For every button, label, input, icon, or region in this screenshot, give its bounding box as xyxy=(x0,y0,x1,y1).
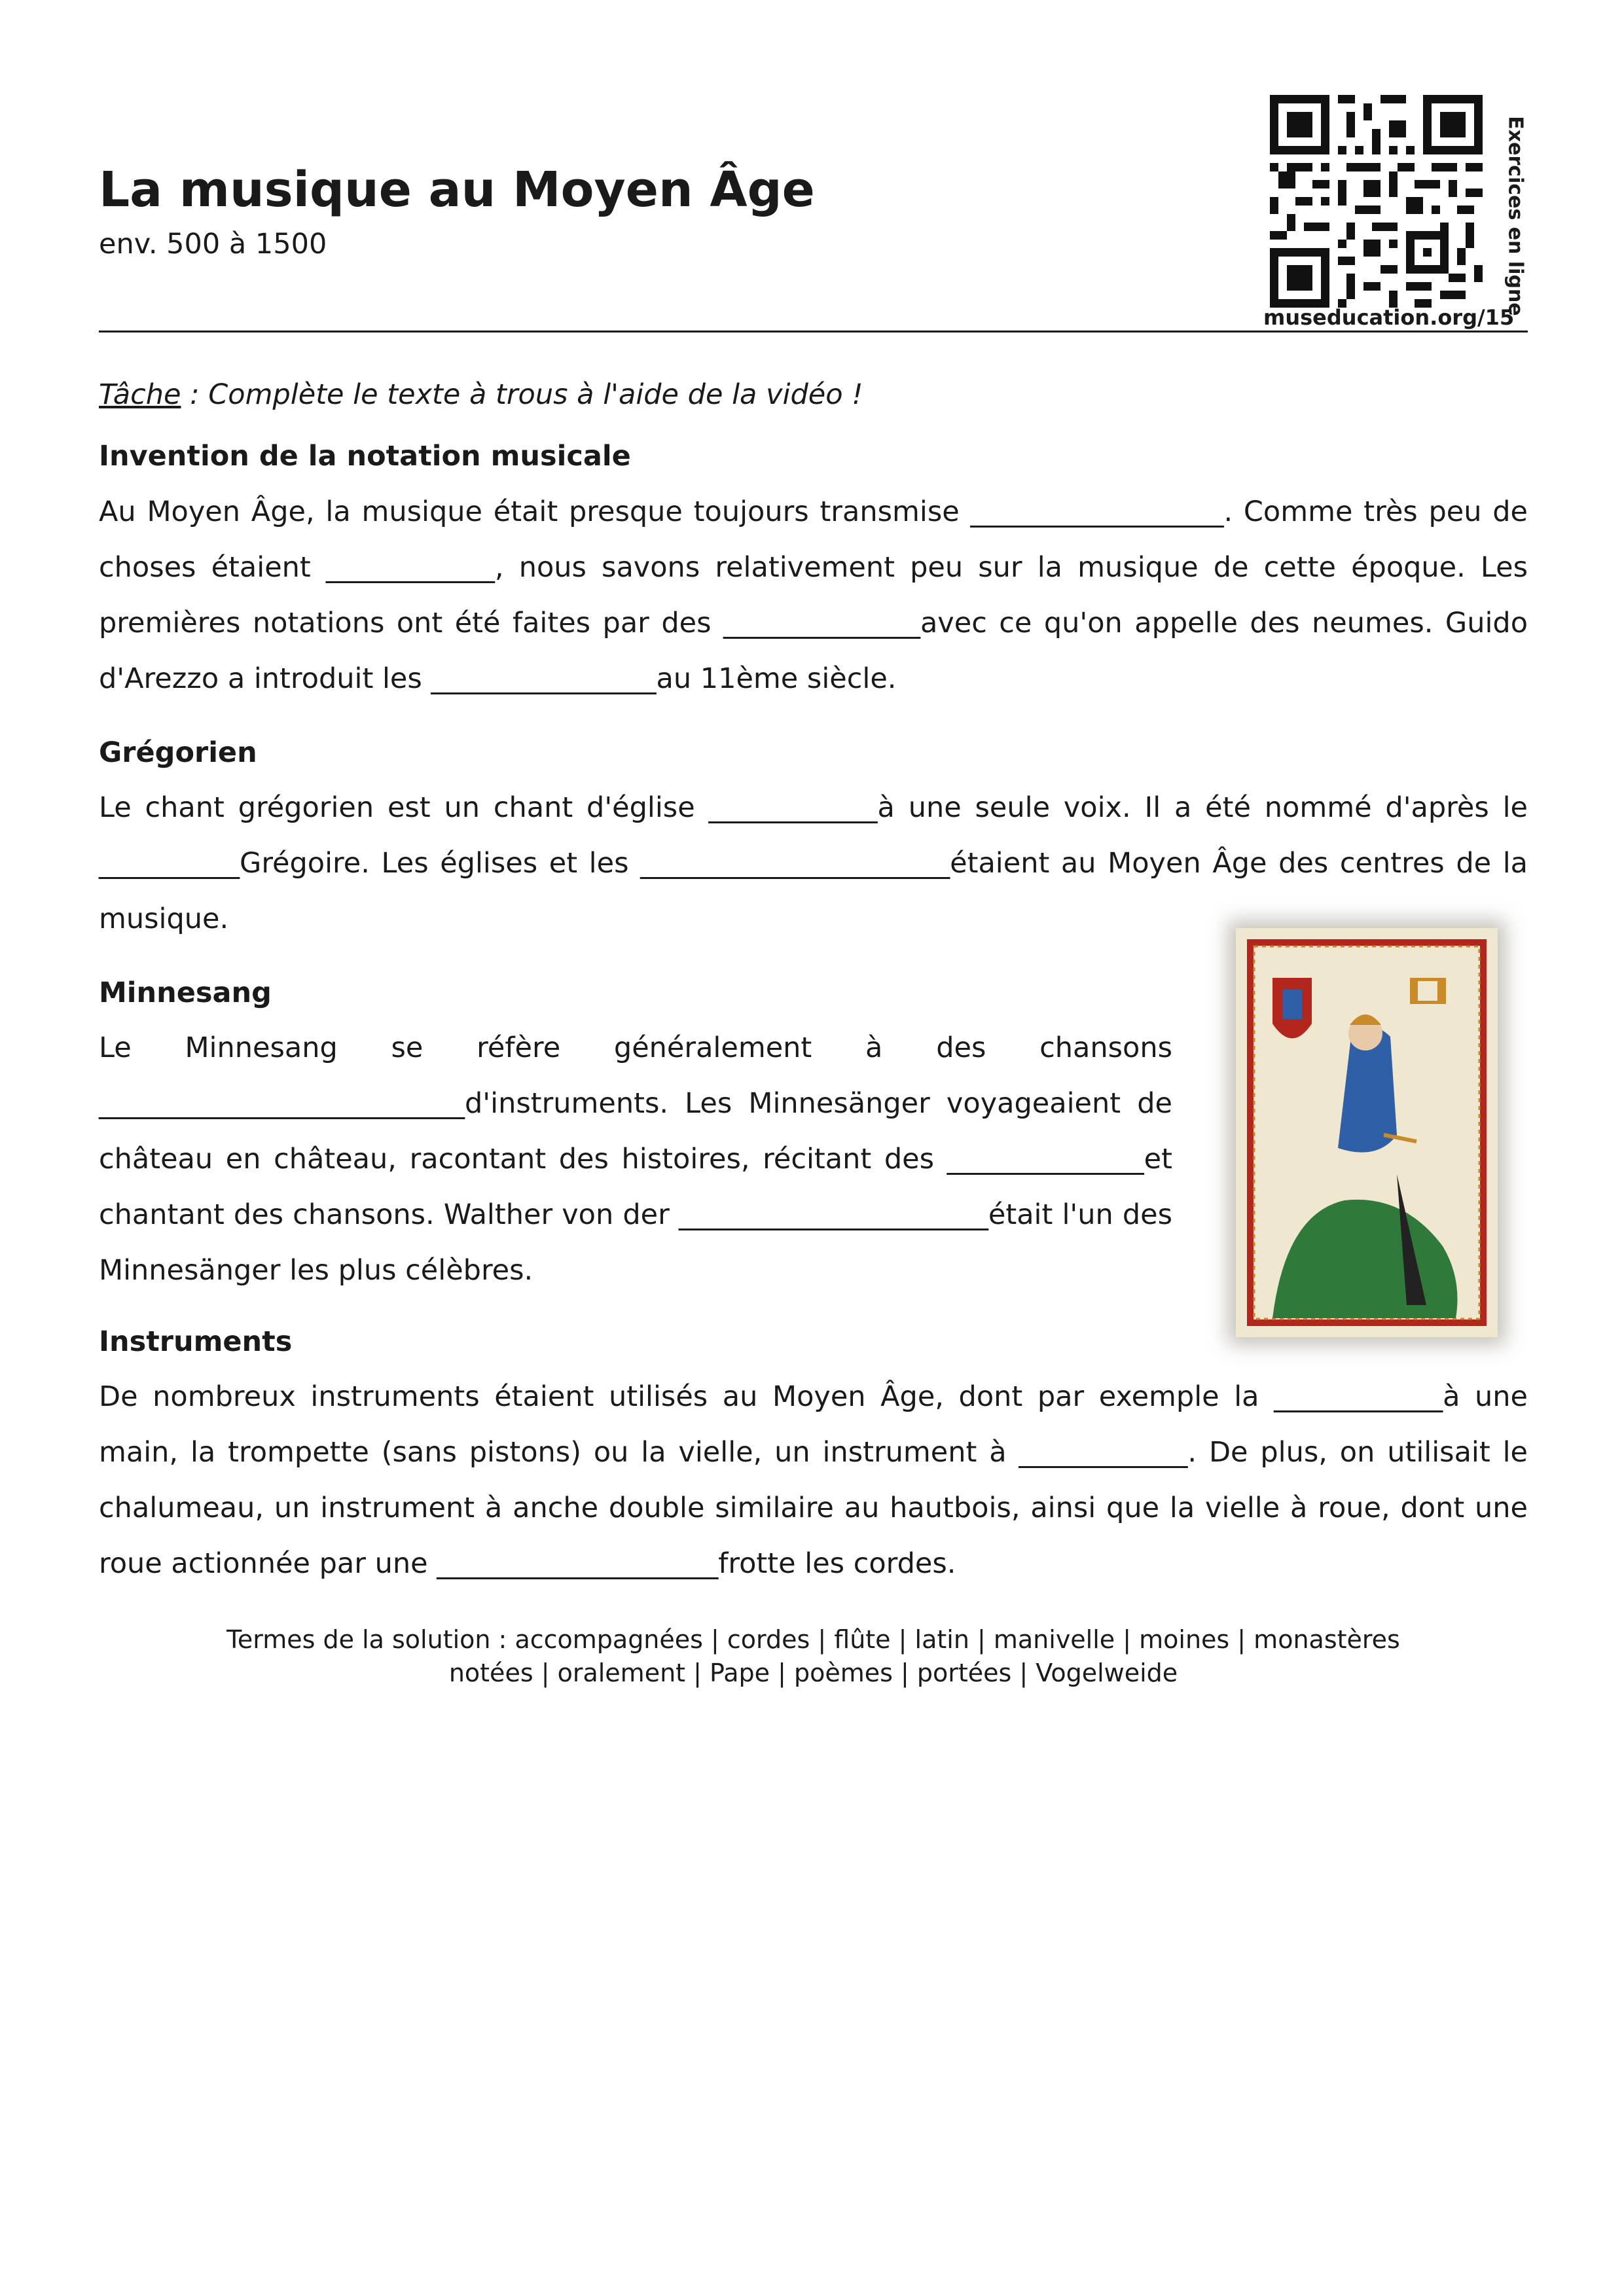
qr-code[interactable] xyxy=(1270,95,1483,308)
gap-blank[interactable]: ______________ xyxy=(947,1143,1144,1175)
task-instruction xyxy=(99,378,863,411)
gap-blank[interactable]: ______________ xyxy=(723,607,920,639)
section-heading: Grégorien xyxy=(99,736,257,769)
header-divider xyxy=(99,331,1528,332)
gap-blank[interactable]: __________________________ xyxy=(99,1087,465,1120)
gap-blank[interactable]: ____________ xyxy=(325,551,495,584)
gap-blank[interactable]: ______________________ xyxy=(640,847,950,880)
section-text: Le Minnesang se réfère généralement à des chansons __________________________d'instruments. Les Minnesänger voyageaient de château en château, racontant des histoires, récitant des ______________et chantant des chansons. Walther von der ______________________était l'un des Minnesänger les plus célèbres. xyxy=(99,1031,1172,1287)
gap-blank[interactable]: ____________ xyxy=(1019,1436,1188,1469)
gap-blank[interactable]: ____________ xyxy=(708,791,878,824)
section-heading: Minnesang xyxy=(99,977,272,1009)
gap-blank[interactable]: ____________ xyxy=(1274,1380,1443,1413)
task-label: Tâche xyxy=(99,378,181,411)
gap-blank[interactable]: ________________ xyxy=(431,662,657,695)
section-heading: Instruments xyxy=(99,1325,293,1358)
page-title: La musique au Moyen Âge xyxy=(99,162,815,218)
gap-blank[interactable]: __________________ xyxy=(970,495,1224,528)
page-subtitle: env. 500 à 1500 xyxy=(99,228,327,260)
section-text: De nombreux instruments étaient utilisés au Moyen Âge, dont par exemple la ____________à une main, la trompette (sans pistons) ou la vielle, un instrument à ____________. De plus, on utilisait le chalumeau, un instrument à anche double similaire au hautbois, ainsi que la vielle à roue, dont une roue actionnée par une ____________________frotte les cordes. xyxy=(99,1380,1528,1580)
solution-terms-line-2: notées | oralement | Pape | poèmes | portées | Vogelweide xyxy=(448,1659,1178,1687)
gap-blank[interactable]: ______________________ xyxy=(678,1198,988,1231)
gap-blank[interactable]: ____________________ xyxy=(437,1547,719,1580)
minnesaenger-illustration xyxy=(1236,928,1498,1337)
task-text: : Complète le texte à trous à l'aide de la vidéo ! xyxy=(181,378,863,411)
solution-terms-line-1: Termes de la solution : accompagnées | cordes | flûte | latin | manivelle | moines | monastères xyxy=(226,1625,1400,1654)
section-text: Le chant grégorien est un chant d'église ____________à une seule voix. Il a été nommé d'après le __________Grégoire. Les églises et les ______________________étaient au Moyen Âge des centres de la musique. xyxy=(99,791,1528,935)
qr-url-link[interactable]: museducation.org/15 xyxy=(1263,305,1515,330)
section-heading: Invention de la notation musicale xyxy=(99,440,631,473)
section-text: Au Moyen Âge, la musique était presque toujours transmise __________________. Comme très peu de choses étaient ____________, nous savons relativement peu sur la musique de cette époque. Les premières notations ont été faites par des ______________avec ce qu'on appelle des neumes. Guido d'Arezzo a introduit les ________________au 11ème siècle. xyxy=(99,495,1528,695)
qr-side-label: Exercices en ligne xyxy=(1504,116,1527,316)
gap-blank[interactable]: __________ xyxy=(99,847,240,880)
